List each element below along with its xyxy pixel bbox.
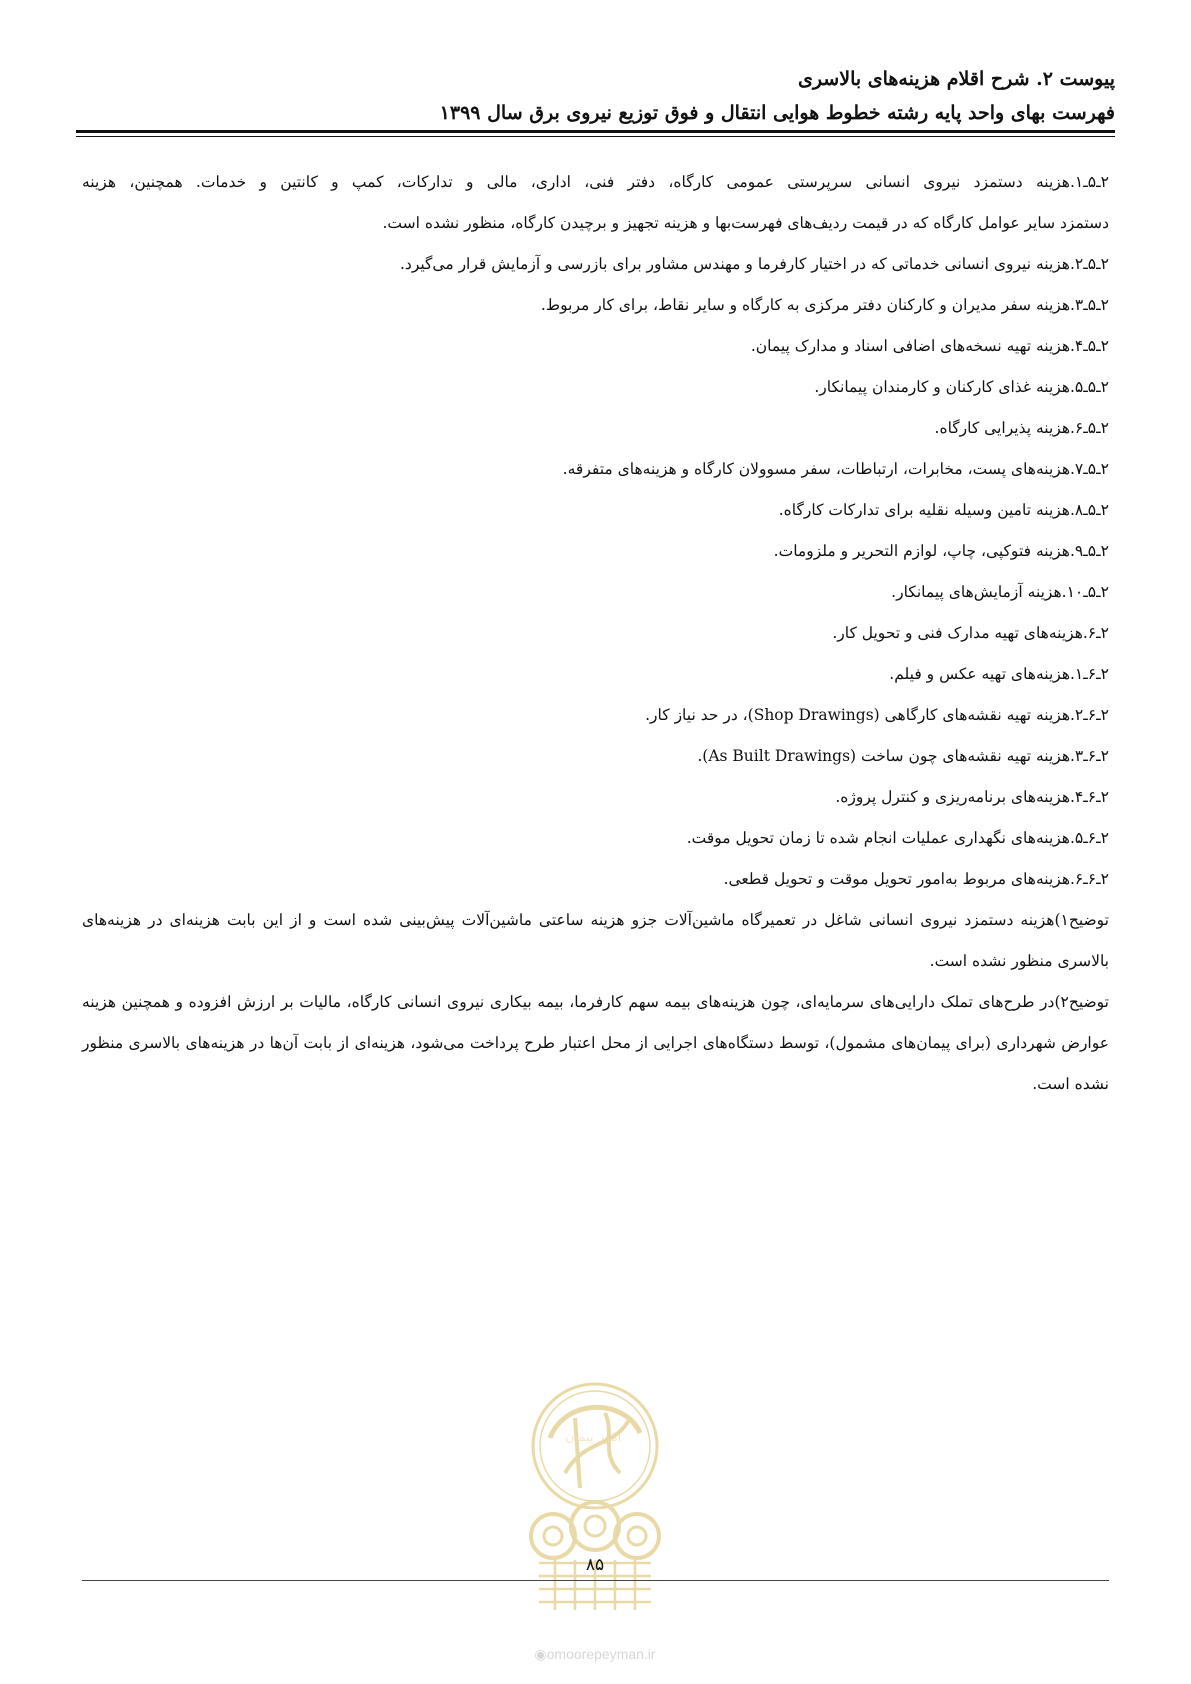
list-item: ۲ـ۵ـ۴.هزینه تهیه نسخه‌های اضافی اسناد و مدارک پیمان. <box>750 337 1109 355</box>
header-title: پیوست ۲. شرح اقلام هزینه‌های بالاسری <box>797 68 1115 90</box>
at-icon: ◉ <box>534 1646 547 1662</box>
watermark-seal-icon <box>505 1378 685 1618</box>
header-subtitle: فهرست بهای واحد پایه رشته خطوط هوایی انتقال و فوق توزیع نیروی برق سال ۱۳۹۹ <box>439 102 1115 124</box>
list-item <box>82 695 1109 736</box>
list-item: ۲ـ۵ـ۵.هزینه غذای کارکنان و کارمندان پیمانکار. <box>814 378 1109 396</box>
watermark-text: امور پیمان <box>565 1430 622 1445</box>
header-rule-thin <box>76 136 1115 137</box>
list-item: ۲ـ۵ـ۷.هزینه‌های پست، مخابرات، ارتباطات، سفر مسوولان کارگاه و هزینه‌های متفرقه. <box>562 460 1109 478</box>
section-heading: ۲ـ۶.هزینه‌های تهیه مدارک فنی و تحویل کار. <box>832 624 1109 642</box>
list-item <box>82 736 1109 777</box>
list-item-latin-term: Shop Drawings <box>753 706 874 724</box>
list-item: ۲ـ۵ـ۳.هزینه سفر مدیران و کارکنان دفتر مرکزی به کارگاه و سایر نقاط، برای کار مربوط. <box>540 296 1109 314</box>
document-body <box>82 162 1109 1105</box>
list-item: ۲ـ۶ـ۱.هزینه‌های تهیه عکس و فیلم. <box>889 665 1109 683</box>
page-number: ۸۵ <box>585 1555 605 1575</box>
list-item: ۲ـ۵ـ۹.هزینه فتوکپی، چاپ، لوازم التحریر و ملزومات. <box>773 542 1109 560</box>
list-item: ۲ـ۵ـ۶.هزینه پذیرایی کارگاه. <box>934 419 1109 437</box>
watermark-url-text: omoorepeyman.ir <box>546 1646 656 1662</box>
list-item: ۲ـ۶ـ۶.هزینه‌های مربوط به‌امور تحویل موقت و تحویل قطعی. <box>723 870 1109 888</box>
page-header <box>76 62 1115 130</box>
list-item-text: ۲ـ۶ـ۲.هزینه تهیه نقشه‌های کارگاهی ( <box>873 706 1109 724</box>
list-item-text: )، در حد نیاز کار. <box>645 706 754 724</box>
note-paragraph: توضیح۲)در طرح‌های تملک دارایی‌های سرمایه‌ای، چون هزینه‌های بیمه سهم کارفرما، بیمه بیکاری نیروی انسانی کارگاه، مالیات بر ارزش افزوده و همچنین هزینه عوارض شهرداری (برای پیمان‌های مشمول)، توسط دستگاه‌های اجرایی از محل اعتبار طرح پرداخت می‌شود، هزینه‌ای از بابت آن‌ها در هزینه‌های بالاسری منظور نشده است. <box>82 993 1109 1093</box>
list-item: ۲ـ۵ـ۸.هزینه تامین وسیله نقلیه برای تدارکات کارگاه. <box>778 501 1109 519</box>
list-item-text: ). <box>697 747 709 765</box>
note-paragraph: توضیح۱)هزینه دستمزد نیروی انسانی شاغل در تعمیرگاه ماشین‌آلات جزو هزینه ساعتی ماشین‌آلات پیش‌بینی شده است و از این بابت هزینه‌ای در هزینه‌های بالاسری منظور نشده است. <box>82 911 1109 970</box>
paragraph-line: ۲ـ۵ـ۱.هزینه دستمزد نیروی انسانی سرپرستی عمومی کارگاه، دفتر فنی، اداری، مالی و تدارکات، کمپ و کانتین و خدمات. همچنین، هزینه <box>82 173 1109 191</box>
list-item: ۲ـ۶ـ۵.هزینه‌های نگهداری عملیات انجام شده تا زمان تحویل موقت. <box>686 829 1109 847</box>
paragraph-line: دستمزد سایر عوامل کارگاه که در قیمت ردیف‌های فهرست‌بها و هزینه تجهیز و برچیدن کارگاه، منظور نشده است. <box>382 214 1109 232</box>
list-item-text: ۲ـ۶ـ۳.هزینه تهیه نقشه‌های چون ساخت ( <box>850 747 1109 765</box>
list-item: ۲ـ۵ـ۱۰.هزینه آزمایش‌های پیمانکار. <box>891 583 1109 601</box>
list-item-latin-term: As Built Drawings <box>708 747 851 765</box>
footer-rule <box>82 1580 1109 1581</box>
list-item: ۲ـ۵ـ۲.هزینه نیروی انسانی خدماتی که در اختیار کارفرما و مهندس مشاور برای بازرسی و آزمایش قرار می‌گیرد. <box>399 255 1109 273</box>
watermark-url <box>495 1646 695 1663</box>
list-item: ۲ـ۶ـ۴.هزینه‌های برنامه‌ریزی و کنترل پروژه. <box>835 788 1109 806</box>
header-rule-thick <box>76 130 1115 133</box>
